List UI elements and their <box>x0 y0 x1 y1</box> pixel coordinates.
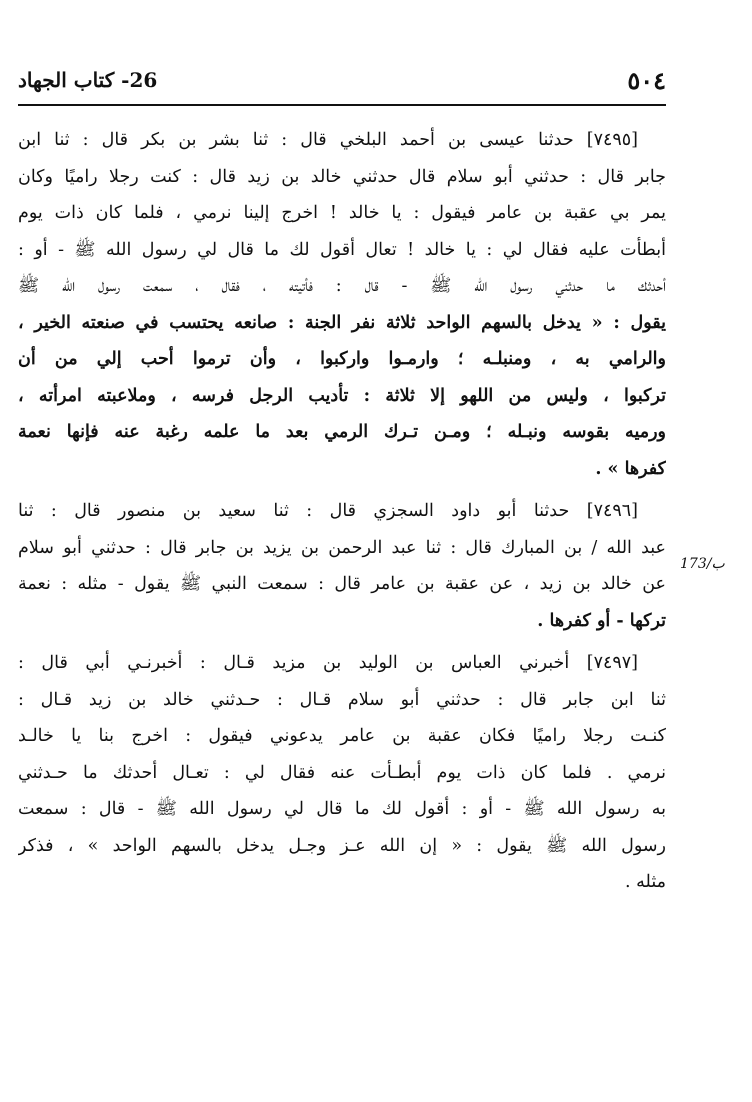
text-line: أحدثك ما حدثني رسول الله ﷺ - قال : فأتيته ، فقال ، سمعت رسول الله ﷺ <box>18 276 666 296</box>
text-line: عن خالد بن زيد ، عن عقبة بن عامر قال : سمعت النبي ﷺ يقول - مثله : نعمة <box>18 574 666 594</box>
text-line: تركها - أو كفرها . <box>537 610 666 631</box>
hadith-entry-7496 <box>18 493 666 639</box>
text-line: [٧٤٩٦] حدثنا أبو داود السجزي قال : ثنا سعيد بن منصور قال : ثنا <box>18 501 638 521</box>
text-body <box>18 122 666 907</box>
text-line: عبد الله / بن المبارك قال : ثنا عبد الرحمن بن يزيد بن جابر قال : حدثني أبو سلام <box>18 537 666 558</box>
text-line: كفرها » . <box>595 458 666 479</box>
text-line: به رسول الله ﷺ - أو : أقول لك ما قال لي رسول الله ﷺ - قال : سمعت <box>18 799 666 819</box>
text-line: مثله . <box>625 872 666 892</box>
text-line: جابر قال : حدثني أبو سلام قال حدثني خالد بن زيد قال : كنت رجلا راميًا وكان <box>18 166 666 187</box>
text-line: كنـت رجلا راميًا فكان عقبة بن عامر يدعوني فيقول : اخرج بنا يا خالـد <box>18 726 666 746</box>
page-header <box>18 60 666 100</box>
text-line: نرمي . فلما كان ذات يوم أبطـأت عنه فقال لي : تعـال أحدثك ما حـدثني <box>18 762 666 783</box>
text-line: [٧٤٩٧] أخبرني العباس بن الوليد بن مزيد قـال : أخبرنـي أبي قال : <box>18 653 638 673</box>
page-number: ٥٠٤ <box>627 66 666 95</box>
text-line: تركبوا ، وليس من اللهو إلا ثلاثة : تأديب الرجل فرسه ، وملاعبته امرأته ، <box>18 385 666 406</box>
text-line: يمر بي عقبة بن عامر فيقول : يا خالد ! اخرج إلينا نرمي ، فلما كان ذات يوم <box>18 203 666 223</box>
text-line: ورميه بقوسه ونبـله ؛ ومـن تـرك الرمي بعد ما علمه رغبة عنه فإنها نعمة <box>18 422 666 442</box>
header-divider <box>18 104 666 106</box>
text-line: يقول : « يدخل بالسهم الواحد ثلاثة نفر الجنة : صانعه يحتسب في صنعته الخير ، <box>18 312 666 333</box>
hadith-entry-7495 <box>18 122 666 487</box>
text-line: ثنا ابن جابر قال : حدثني أبو سلام قـال : حـدثني خالد بن زيد قـال : <box>18 689 666 710</box>
text-line: [٧٤٩٥] حدثنا عيسى بن أحمد البلخي قال : ثنا بشر بن بكر قال : ثنا ابن <box>18 130 638 150</box>
manuscript-folio-note: 173/ب <box>680 556 725 572</box>
text-line: أبطأت عليه فقال لي : يا خالد ! تعال أقول لك ما قال لي رسول الله ﷺ - أو : <box>18 239 666 260</box>
chapter-title: 26- كتاب الجهاد <box>18 68 158 92</box>
text-line: رسول الله ﷺ يقول : « إن الله عـز وجـل يدخل بالسهم الواحد » ، فذكر <box>18 835 666 856</box>
text-line: والرامي به ، ومنبلـه ؛ وارمـوا واركبوا ، وأن ترموا أحب إلي من أن <box>18 349 666 369</box>
hadith-entry-7497 <box>18 645 666 901</box>
